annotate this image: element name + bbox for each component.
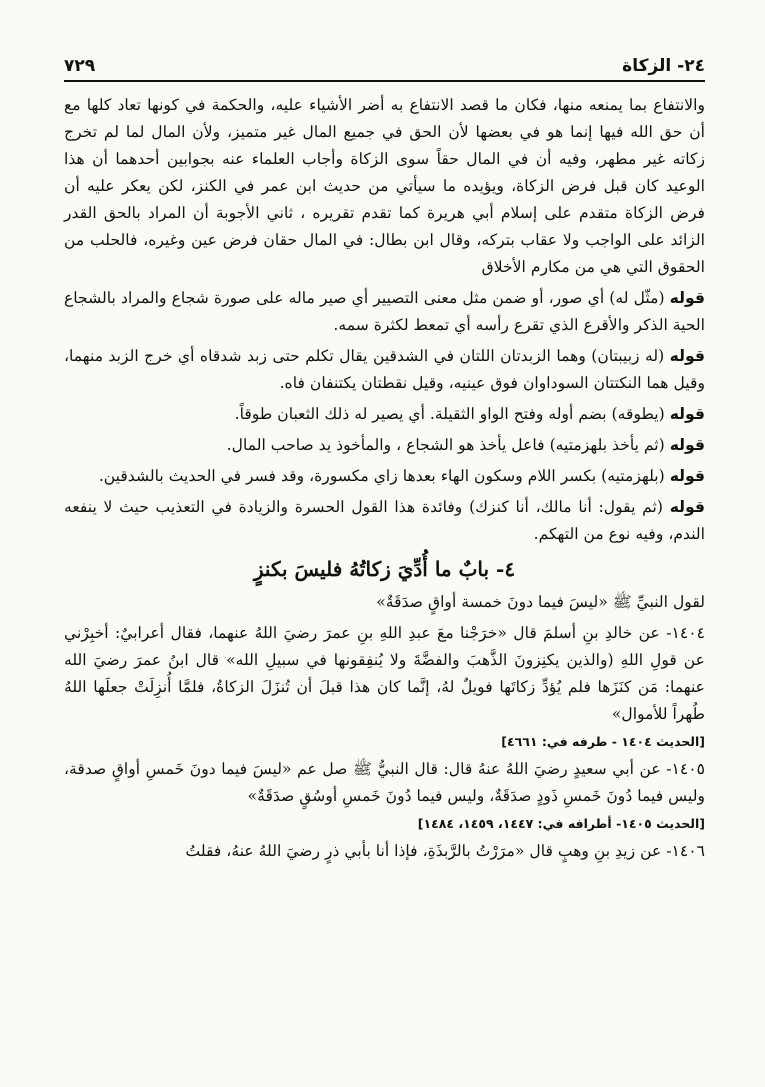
- qawluhu-label: قوله: [669, 405, 705, 423]
- commentary-text: (له زبيبتان) وهما الزبدتان اللتان في الشدقين يقال تكلم حتى زبد شدقاه أي خرج الزبد منهما، وقيل هما النكتتان السوداوان فوق عينيه، وقيل نقطتان يكتنفان فاه.: [64, 347, 705, 392]
- hadith-1405: ١٤٠٥- عن أبي سعيدٍ رضيَ اللهُ عنهُ قال: قال النبيُّ ﷺ صل عم «ليسَ فيما دونَ خَمسِ أواقٍ صدقة، وليس فيما دُونَ خَمسِ ذَودٍ صدَقَةٌ، وليس فيما دُونَ خَمسِ أوسُقٍ صدَقَةٌ»: [64, 760, 705, 805]
- running-chapter-title: ٢٤- الزكاة: [622, 56, 705, 76]
- commentary-text: (مثّل له) أي صور، أو ضمن مثل معنى التصيير أي صير ماله على صورة شجاع والمراد بالشجاع الحية الذكر والأقرع الذي تقرع رأسه أي تمعط لكثرة سمه.: [64, 289, 705, 334]
- qawluhu-label: قوله: [669, 498, 705, 516]
- qawluhu-label: قوله: [669, 289, 705, 307]
- page-number: ٧٢٩: [64, 56, 96, 76]
- commentary-text: (ثم يقول: أنا مالك، أنا كنزك) وفائدة هذا القول الحسرة والزيادة في التعذيب حيث لا ينفعه الندم، وفيه نوع من التهكم.: [64, 498, 705, 543]
- commentary-paragraph: [64, 285, 705, 339]
- commentary-text: (يطوقه) بضم أوله وفتح الواو الثقيلة. أي يصير له ذلك الثعبان طوقاً.: [234, 405, 665, 423]
- hadith-quote: لقول النبيِّ ﷺ «ليسَ فيما دونَ خمسة أواقٍ صدَقَةٌ»: [376, 593, 705, 611]
- hadith-citation: [الحديث ١٤٠٥- أطرافه في: ١٤٤٧، ١٤٥٩، ١٤٨٤]: [417, 816, 705, 831]
- qawluhu-label: قوله: [669, 347, 705, 365]
- page-body: [64, 92, 705, 865]
- qawluhu-label: قوله: [669, 467, 705, 485]
- commentary-paragraph: [64, 432, 705, 459]
- chapter-heading: ٤- بابٌ ما أُدِّيَ زكاتُهُ فليسَ بكنزٍ: [253, 557, 516, 581]
- commentary-text: (ثم يأخذ بلهزمتيه) فاعل يأخذ هو الشجاع ، والمأخوذ يد صاحب المال.: [226, 436, 665, 454]
- commentary-text: (بلهزمتيه) بكسر اللام وسكون الهاء بعدها زاي مكسورة، وقد فسر في الحديث بالشدقين.: [98, 467, 665, 485]
- commentary-paragraph: [64, 343, 705, 397]
- commentary-paragraph: [64, 463, 705, 490]
- qawluhu-label: قوله: [669, 436, 705, 454]
- hadith-1404: ١٤٠٤- عن خالدِ بنِ أسلمَ قال «خرَجْنا معَ عبدِ اللهِ بنِ عمرَ رضيَ اللهُ عنهما، فقال أعرابيٌ: أخبِرْني عن قولِ اللهِ (والذين يكنِزونَ الذَّهبَ والفضَّةَ ولا يُنفِقونها في سبيلِ الله» قال ابنُ عمرَ رضيَ الله عنهما: مَن كنَزَها فلم يُؤدِّ زكاتَها فويلٌ لهُ، إنَّما كان هذا قبلَ أن تُنزَلَ الزكاةُ، فلمَّا أُنزِلَتْ جعلَها اللهُ طُهراً للأموال»: [64, 624, 705, 723]
- page-header: [64, 46, 705, 82]
- commentary-paragraph: [64, 401, 705, 428]
- hadith-1406: ١٤٠٦- عن زيدِ بنِ وهبٍ قال «مرَرْتُ بالرَّبذَةِ، فإذا أنا بأبي ذرٍ رضيَ اللهُ عنهُ، فقلتُ: [185, 842, 705, 860]
- hadith-citation: [الحديث ١٤٠٤ - طرفه في: ٤٦٦١]: [501, 734, 705, 749]
- commentary-paragraph: [64, 494, 705, 548]
- commentary-paragraph: والانتفاع بما يمنعه منها، فكان ما قصد الانتفاع به أضر الأشياء عليه، والحكمة في كونها تعاد كلها مع أن حق الله فيها إنما هو في بعضها لأن الحق في جميع المال غير متميز، ولأن المال لما لم تخرج زكاته غير مطهر، وفيه أن في المال حقاً سوى الزكاة وأجاب العلماء عنه بجوابين أحدهما أن هذا الوعيد كان قبل فرض الزكاة، ويؤيده ما سيأتي من حديث ابن عمر في الكنز، لكن يعكر عليه أن فرض الزكاة متقدم على إسلام أبي هريرة كما تقدم تقريره ، ثاني الأجوبة أن المراد بالحق القدر الزائد على الواجب ولا عقاب بتركه، وقال ابن بطال: في المال حقان فرض عين وغيره، فالحلب من الحقوق التي هي من مكارم الأخلاق: [64, 96, 705, 276]
